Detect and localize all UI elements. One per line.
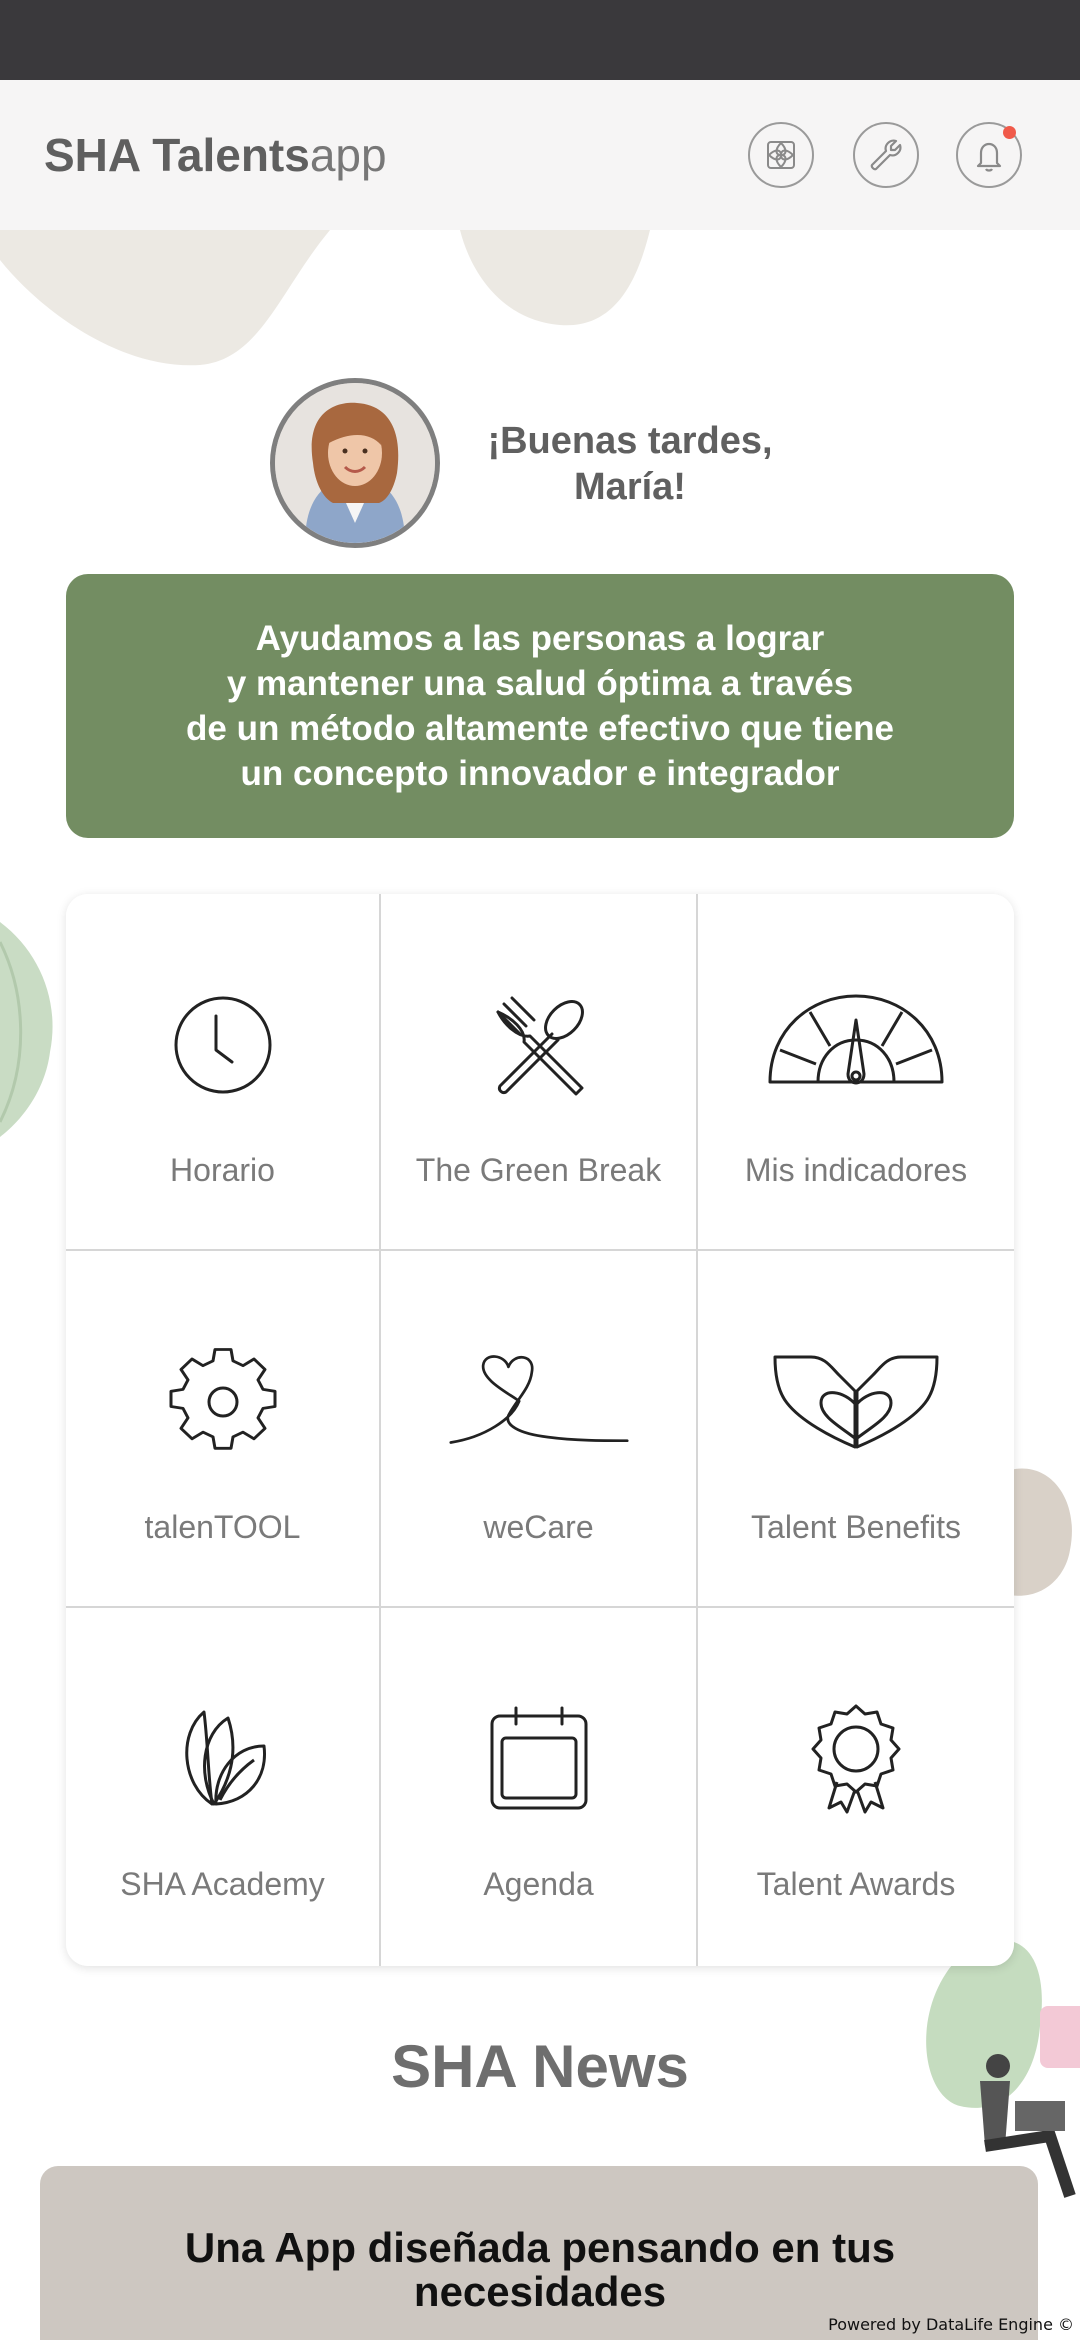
menu-item-sha-academy[interactable] [66,1608,381,1966]
menu-item-label: Horario [170,1152,275,1188]
menu-item-mis-indicadores[interactable] [698,894,1014,1251]
flower-button[interactable] [748,122,814,188]
status-bar [0,0,1080,80]
menu-item-talent-benefits[interactable] [698,1251,1014,1608]
news-card[interactable] [40,2166,1038,2340]
news-section-title: SHA News [391,2033,689,2100]
menu-grid [66,894,1014,1966]
menu-item-label: talenTOOL [144,1509,301,1545]
menu-item-horario[interactable] [66,894,381,1251]
menu-item-talentool[interactable] [66,1251,381,1608]
fork-spoon-icon [484,990,594,1100]
menu-item-label: Agenda [483,1866,594,1902]
blob-right [1010,1460,1080,1600]
leaf-decoration-left [0,912,70,1142]
gear-icon [168,1347,278,1457]
app-header [0,80,1080,230]
bell-icon [969,135,1009,175]
menu-item-label: SHA Academy [120,1866,325,1902]
menu-item-the-green-break[interactable] [381,894,698,1251]
news-card-title: Una App diseñada pensando en tus necesidades [184,2224,896,2315]
leaves-icon [168,1704,278,1814]
app-title: SHA Talentsapp [44,129,387,181]
background-blob-top [0,230,700,380]
mission-banner: Ayudamos a las personas a lograr y mantener una salud óptima a través de un método altamente efectivo que tiene un concepto innovador e integrador [66,574,1014,838]
menu-item-agenda[interactable] [381,1608,698,1966]
notifications-button[interactable] [956,122,1022,188]
notification-dot [1003,126,1016,139]
avatar[interactable] [270,378,440,548]
heart-line-icon [449,1347,629,1457]
greeting-text: ¡Buenas tardes, María! [487,420,773,508]
wrench-icon [866,135,906,175]
menu-item-wecare[interactable] [381,1251,698,1608]
hands-heart-icon [771,1347,941,1457]
menu-item-label: The Green Break [415,1152,662,1188]
menu-item-label: Talent Awards [756,1866,956,1902]
clock-icon [168,990,278,1100]
menu-item-label: Mis indicadores [744,1152,968,1188]
calendar-icon [484,1704,594,1814]
flower-icon [761,135,801,175]
avatar-photo [275,383,435,543]
powered-by-footer: Powered by DataLife Engine © [828,2315,1074,2334]
menu-item-talent-awards[interactable] [698,1608,1014,1966]
menu-item-label: Talent Benefits [751,1509,961,1545]
tools-button[interactable] [853,122,919,188]
gauge-icon [766,990,946,1100]
award-icon [801,1704,911,1814]
greeting-section [270,378,830,548]
menu-item-label: weCare [483,1509,594,1545]
